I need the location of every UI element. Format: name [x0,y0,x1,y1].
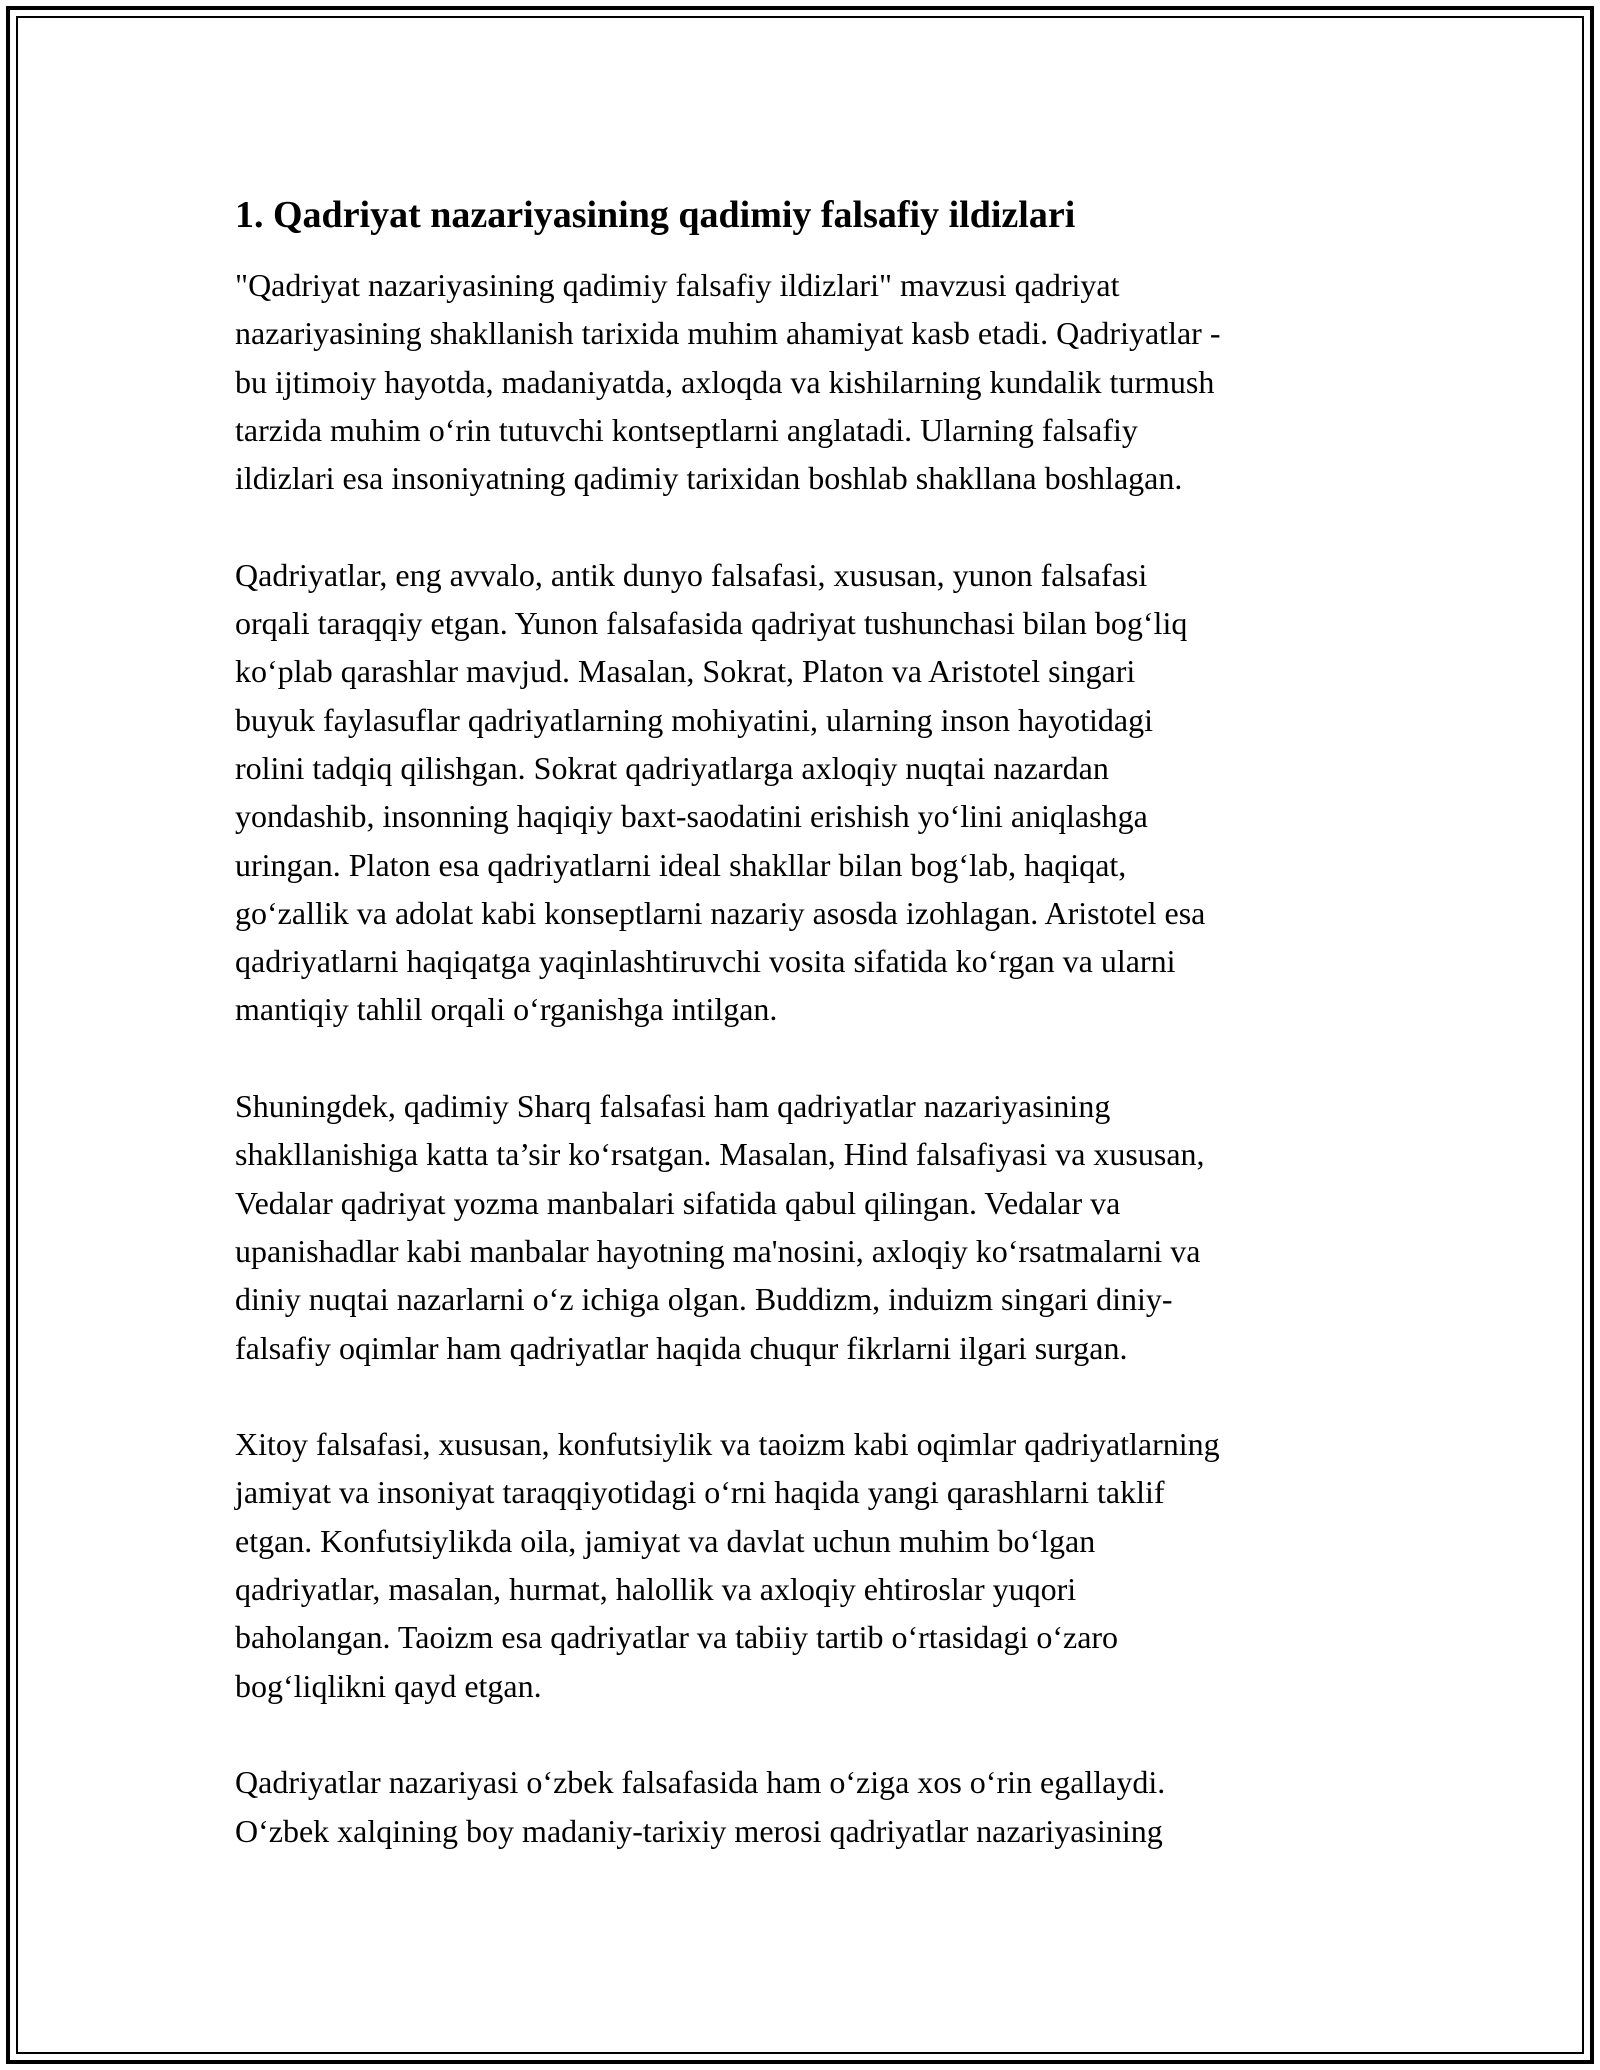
text-line: ko‘plab qarashlar mavjud. Masalan, Sokrat, Platon va Aristotel singari [235,653,1136,690]
text-line: shakllanishiga katta ta’sir ko‘rsatgan. Masalan, Hind falsafiyasi va xususan, [235,1136,1205,1173]
section-heading: 1. Qadriyat nazariyasining qadimiy falsafiy ildizlari [235,194,1076,236]
text-line: buyuk faylasuflar qadriyatlarning mohiyatini, ularning inson hayotidagi [235,701,1154,738]
text-line: etgan. Konfutsiylikda oila, jamiyat va davlat uchun muhim bo‘lgan [235,1522,1096,1559]
text-line: ildizlari esa insoniyatning qadimiy tarixidan boshlab shakllana boshlagan. [235,460,1183,497]
text-line: mantiqiy tahlil orqali o‘rganishga intilgan. [235,991,778,1028]
text-line: uringan. Platon esa qadriyatlarni ideal shakllar bilan bog‘lab, haqiqat, [235,846,1127,883]
text-line: baholangan. Taoizm esa qadriyatlar va tabiiy tartib o‘rtasidagi o‘zaro [235,1619,1119,1656]
text-line: "Qadriyat nazariyasining qadimiy falsafiy ildizlari" mavzusi qadriyat [235,267,1120,303]
text-line: diniy nuqtai nazarlarni o‘z ichiga olgan. Buddizm, induizm singari diniy- [235,1281,1173,1318]
paragraph-uzbek-philosophy [235,1758,1385,1855]
text-line: Xitoy falsafasi, xususan, konfutsiylik va taoizm kabi oqimlar qadriyatlarning [235,1426,1220,1463]
text-line: bog‘liqlikni qayd etgan. [235,1667,542,1704]
text-line: Shuningdek, qadimiy Sharq falsafasi ham qadriyatlar nazariyasining [235,1088,1111,1125]
text-line: go‘zallik va adolat kabi konseptlarni nazariy asosda izohlagan. Aristotel esa [235,894,1206,931]
text-line: nazariyasining shakllanish tarixida muhim ahamiyat kasb etadi. Qadriyatlar - [235,315,1221,352]
text-line: orqali taraqqiy etgan. Yunon falsafasida qadriyat tushunchasi bilan bog‘liq [235,605,1188,642]
text-line: falsafiy oqimlar ham qadriyatlar haqida chuqur fikrlarni ilgari surgan. [235,1329,1128,1366]
text-line: upanishadlar kabi manbalar hayotning ma'nosini, axloqiy ko‘rsatmalarni va [235,1232,1201,1269]
text-line: O‘zbek xalqining boy madaniy-tarixiy merosi qadriyatlar nazariyasining [235,1812,1163,1849]
document-body [235,187,1385,1903]
text-line: Qadriyatlar nazariyasi o‘zbek falsafasida ham o‘ziga xos o‘rin egallaydi. [235,1764,1166,1801]
paragraph-eastern-philosophy [235,1082,1385,1372]
text-line: qadriyatlar, masalan, hurmat, halollik va axloqiy ehtiroslar yuqori [235,1571,1077,1608]
text-line: rolini tadqiq qilishgan. Sokrat qadriyatlarga axloqiy nuqtai nazardan [235,749,1109,786]
text-line: qadriyatlarni haqiqatga yaqinlashtiruvchi vosita sifatida ko‘rgan va ularni [235,943,1176,980]
text-line: bu ijtimoiy hayotda, madaniyatda, axloqda va kishilarning kundalik turmush [235,363,1215,400]
text-line: Vedalar qadriyat yozma manbalari sifatida qabul qilingan. Vedalar va [235,1184,1121,1221]
text-line: tarzida muhim o‘rin tutuvchi kontseptlarni anglatadi. Ularning falsafiy [235,411,1138,448]
paragraph-greek-philosophy [235,551,1385,1034]
paragraph-intro [235,261,1385,502]
text-line: Qadriyatlar, eng avvalo, antik dunyo falsafasi, xususan, yunon falsafasi [235,556,1148,593]
text-line: yondashib, insonning haqiqiy baxt-saodatini erishish yo‘lini aniqlashga [235,798,1148,835]
paragraph-chinese-philosophy [235,1420,1385,1710]
text-line: jamiyat va insoniyat taraqqiyotidagi o‘rni haqida yangi qarashlarni taklif [235,1474,1165,1511]
